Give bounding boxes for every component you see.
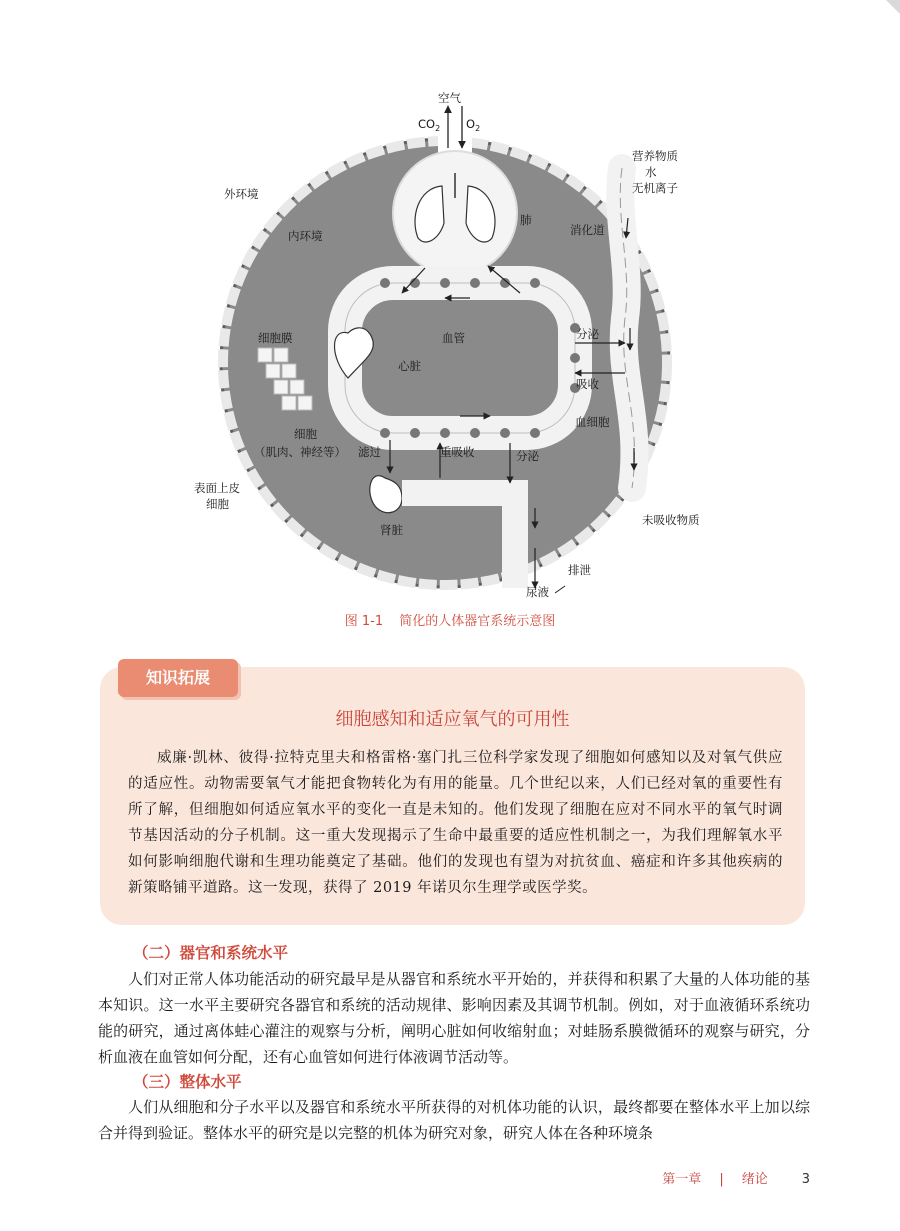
- secretion-label: 分泌: [516, 449, 539, 463]
- lung-label: 肺: [520, 213, 532, 227]
- digestive-tract: [620, 168, 634, 488]
- blood-vessel-label: 血管: [442, 331, 465, 345]
- urine-label: 尿液: [526, 585, 549, 599]
- page-corner: [886, 0, 900, 14]
- nutrients-label: 营养物质: [632, 149, 678, 163]
- cells-note-label: （肌肉、神经等）: [254, 445, 346, 459]
- figure-title: 简化的人体器官系统示意图: [399, 614, 556, 629]
- absorb-label: 吸收: [576, 377, 599, 391]
- figure-caption: [0, 610, 900, 629]
- external-env-label: 外环境: [224, 187, 259, 201]
- excretion-pointer: [555, 586, 565, 593]
- page-number: 3: [801, 1172, 810, 1187]
- lung-chamber: [393, 151, 517, 275]
- knowledge-body: 威廉·凯林、彼得·拉特克里夫和格雷格·塞门扎三位科学家发现了细胞如何感知以及对氧气供应的适应性。动物需要氧气才能把食物转化为有用的能量。几个世纪以来，人们已经对氧的重要性有所了解，但细胞如何适应氧水平的变化一直是未知的。他们发现了细胞在应对不同水平的氧气时调节基因活动的分子机制。这一重大发现揭示了生命中最重要的适应性机制之一，为我们理解氧水平如何影响细胞代谢和生理功能奠定了基础。他们的发现也有望为对抗贫血、癌症和许多其他疾病的新策略铺平道路。这一发现，获得了 2019 年诺贝尔生理学或医学奖。: [128, 750, 783, 896]
- page-footer: [662, 1168, 810, 1187]
- knowledge-title: 细胞感知和适应氧气的可用性: [335, 709, 570, 730]
- knowledge-extension-box: [100, 667, 805, 925]
- ions-label: 无机离子: [632, 181, 678, 195]
- footer-section: 绪论: [741, 1172, 768, 1187]
- footer-separator: |: [719, 1172, 724, 1187]
- surface-epithelium-label-2: 细胞: [206, 497, 229, 511]
- air-label: 空气: [438, 91, 461, 105]
- section-paragraph-organ-system: 人们对正常人体功能活动的研究最早是从器官和系统水平开始的，并获得和积累了大量的人体功能的基本知识。这一水平主要研究各器官和系统的活动规律、影响因素及其调节机制。例如，对于血液循环系统功能的研究，通过离体蛙心灌注的观察与分析，阐明心脏如何收缩射血；对蛙肠系膜微循环的观察与研究，分析血液在血管如何分配，还有心血管如何进行体液调节活动等。: [98, 970, 810, 1066]
- section-heading-organ-system: （二）器官和系统水平: [133, 944, 289, 962]
- co2-label: $CO_2$: [418, 117, 441, 133]
- organ-system-diagram: [170, 88, 730, 603]
- cells-label: 细胞: [294, 427, 317, 441]
- water-label: 水: [645, 165, 657, 179]
- kidney-label: 肾脏: [380, 523, 403, 537]
- section-heading-whole-body: （三）整体水平: [133, 1073, 242, 1091]
- heart-label: 心脏: [398, 359, 421, 373]
- knowledge-tab: 知识拓展: [118, 659, 238, 697]
- digestive-tract-label: 消化道: [570, 223, 605, 237]
- figure-number: 图 1-1: [344, 614, 384, 629]
- filtration-label: 滤过: [358, 445, 381, 459]
- secrete-label: 分泌: [576, 327, 599, 341]
- unabsorbed-label: 未吸收物质: [642, 513, 700, 527]
- surface-epithelium-label-1: 表面上皮: [194, 481, 240, 495]
- o2-label: $O_2$: [466, 117, 481, 133]
- diagram-svg: [170, 88, 730, 603]
- section-paragraph-whole-body: 人们从细胞和分子水平以及器官和系统水平所获得的对机体功能的认识，最终都要在整体水平上加以综合并得到验证。整体水平的研究是以完整的机体为研究对象，研究人体在各种环境条: [98, 1098, 810, 1142]
- excretion-label: 排泄: [568, 563, 591, 577]
- internal-env-label: 内环境: [288, 229, 323, 243]
- blood-cells-label: 血细胞: [575, 415, 610, 429]
- footer-chapter: 第一章: [662, 1172, 702, 1187]
- cell-membrane-label: 细胞膜: [258, 331, 293, 345]
- reabsorption-label: 重吸收: [440, 445, 475, 459]
